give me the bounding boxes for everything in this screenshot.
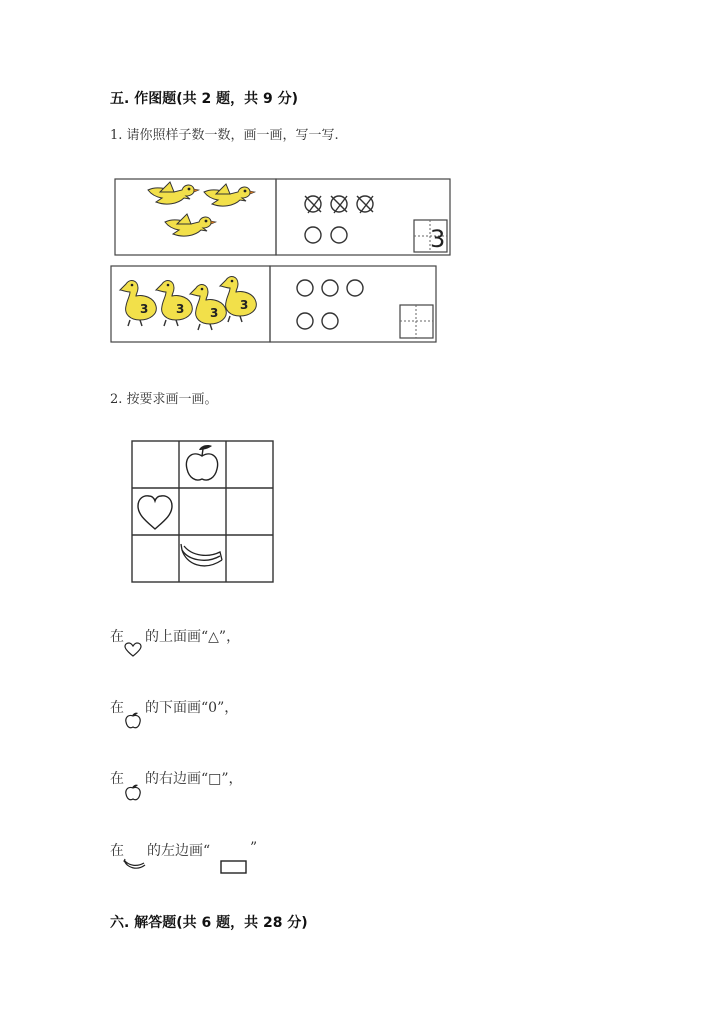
line-3-pre: 在 xyxy=(110,771,124,787)
question-1-figure: 3 3 xyxy=(108,172,453,344)
question-2-prompt: 2. 按要求画一画。 xyxy=(110,392,218,407)
banana-icon xyxy=(123,858,147,872)
line-4-pre: 在 xyxy=(110,843,124,859)
line-1-post: 的上面画“△”， xyxy=(145,629,241,645)
apple-icon xyxy=(124,784,142,802)
banana-icon xyxy=(181,544,222,566)
line-1-pre: 在 xyxy=(110,629,124,645)
heart-icon xyxy=(124,642,142,658)
instruction-line-2 xyxy=(110,697,124,717)
instruction-line-1 xyxy=(110,626,124,646)
bird-icon xyxy=(204,184,255,206)
apple-icon xyxy=(186,449,217,480)
question-2-grid xyxy=(128,438,276,584)
bird-icon xyxy=(165,214,216,236)
answer-digit: 3 xyxy=(430,225,446,253)
line-4-post: 的左边画“ xyxy=(147,843,211,859)
section-heading-6: 六. 解答题(共 6 题，共 28 分) xyxy=(110,915,308,931)
line-2-post: 的下面画“0”， xyxy=(145,700,239,716)
line-3-post: 的右边画“□”， xyxy=(145,771,243,787)
question-1-prompt: 1. 请你照样子数一数，画一画，写一写. xyxy=(110,128,339,143)
heart-icon xyxy=(138,496,172,529)
bird-icon xyxy=(148,182,199,204)
instruction-line-4 xyxy=(110,840,124,860)
line-2-pre: 在 xyxy=(110,700,124,716)
instruction-line-3 xyxy=(110,768,124,788)
rectangle-icon xyxy=(220,860,247,874)
apple-icon xyxy=(124,712,142,730)
line-4-close: ” xyxy=(250,840,258,856)
section-heading-5: 五. 作图题(共 2 题，共 9 分) xyxy=(110,91,298,107)
